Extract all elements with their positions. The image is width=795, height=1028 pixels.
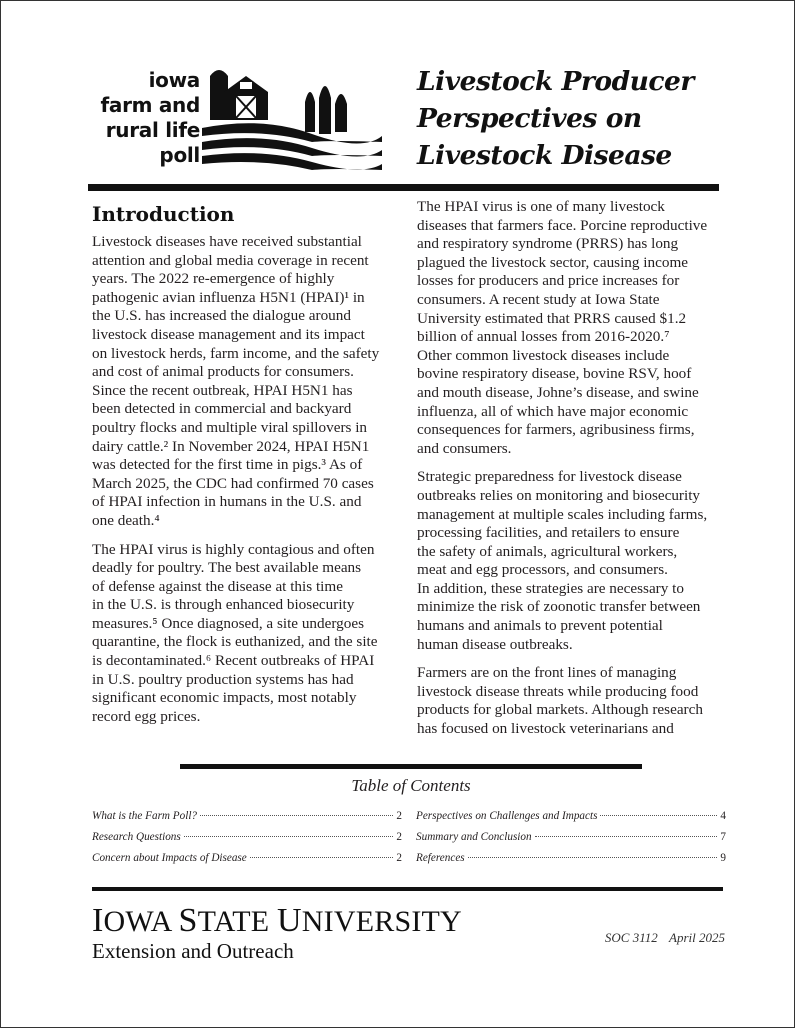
wordmark-part-owa: OWA — [103, 905, 179, 938]
text-line: In addition, these strategies are necessary to — [417, 579, 684, 597]
toc-left-column — [92, 810, 402, 873]
toc-divider — [180, 764, 642, 769]
text-line: The HPAI virus is one of many livestock — [417, 198, 665, 215]
text-line: record egg prices. — [92, 707, 201, 725]
text-line: and respiratory syndrome (PRRS) has long — [417, 235, 679, 253]
publication-info — [605, 930, 725, 946]
text-line: and cost of animal products for consumers. — [92, 363, 354, 381]
title-line-3: Livestock Disease — [417, 140, 672, 171]
text-line: quarantine, the flock is euthanized, and the site — [92, 633, 378, 651]
text-line: measures.⁵ Once diagnosed, a site undergoes — [92, 614, 364, 632]
barn-silo-trees-icon — [202, 62, 392, 177]
left-column — [92, 198, 410, 736]
toc-entry-label: Concern about Impacts of Disease — [92, 852, 247, 864]
text-line: The HPAI virus is highly contagious and often — [92, 540, 375, 558]
text-line: years. The 2022 re-emergence of highly — [92, 270, 335, 288]
text-line: pathogenic avian influenza H5N1 (HPAI)¹ in — [92, 288, 365, 306]
text-line: in U.S. poultry production systems has had — [92, 670, 354, 688]
text-line: the safety of animals, agricultural workers, — [417, 542, 678, 560]
toc-entry-label: Research Questions — [92, 831, 181, 843]
header-divider — [88, 184, 719, 191]
text-line: Since the recent outbreak, HPAI H5N1 has — [92, 381, 353, 399]
text-line: consumers. A recent study at Iowa State — [417, 290, 660, 308]
text-line: processing facilities, and retailers to ensure — [417, 524, 680, 542]
toc-entry[interactable] — [92, 831, 402, 852]
text-line: attention and global media coverage in recent — [92, 251, 369, 269]
logo-wordmark — [0, 68, 200, 168]
text-line: Livestock diseases have received substantial — [92, 233, 362, 250]
right-paragraph-3 — [417, 664, 729, 738]
toc-leader-dots — [250, 857, 394, 858]
toc-title: Table of Contents — [351, 776, 471, 795]
wordmark-initial-u: U — [277, 902, 302, 939]
intro-paragraph-2 — [92, 541, 410, 727]
text-line: Farmers are on the front lines of managing — [417, 664, 677, 682]
text-line: one death.⁴ — [92, 511, 160, 529]
text-line: is decontaminated.⁶ Recent outbreaks of HPAI — [92, 652, 375, 670]
text-line: University estimated that PRRS caused $1.2 — [417, 309, 687, 327]
text-line: and mouth disease, Johne’s disease, and swine — [417, 383, 699, 401]
toc-entry-page: 7 — [720, 831, 726, 843]
toc-entry-page: 2 — [396, 852, 402, 864]
text-line: outbreaks relies on monitoring and biosecurity — [417, 486, 701, 504]
text-line: livestock disease management and its impact — [92, 325, 365, 343]
text-line: bovine respiratory disease, bovine RSV, hoof — [417, 365, 692, 383]
text-line: losses for producers and price increases for — [417, 272, 680, 290]
right-paragraph-2 — [417, 468, 729, 654]
right-column — [417, 198, 729, 749]
text-line: meat and egg processors, and consumers. — [417, 561, 668, 579]
title-line-1: Livestock Producer — [417, 66, 694, 97]
extension-subtitle: Extension and Outreach — [92, 939, 294, 963]
introduction-heading: Introduction — [92, 202, 235, 226]
logo-line-3: rural life — [105, 118, 200, 142]
logo-line-1: iowa — [148, 68, 200, 92]
text-line: poultry flocks and multiple viral spillovers in — [92, 418, 368, 436]
toc-leader-dots — [600, 815, 717, 816]
text-line: management at multiple scales including farms, — [417, 505, 708, 523]
logo-line-4: poll — [159, 143, 200, 167]
toc-entry[interactable] — [92, 852, 402, 873]
wordmark-initial-i: I — [92, 902, 104, 939]
toc-entry-page: 2 — [396, 810, 402, 822]
text-line: billion of annual losses from 2016-2020.⁷ — [417, 328, 670, 346]
toc-entry-label: Summary and Conclusion — [416, 831, 532, 843]
publication-date: April 2025 — [669, 930, 725, 945]
text-line: March 2025, the CDC had confirmed 70 cases — [92, 474, 374, 492]
toc-entry-page: 4 — [720, 810, 726, 822]
text-line: has focused on livestock veterinarians and — [417, 720, 674, 738]
text-line: the U.S. has increased the dialogue around — [92, 307, 351, 325]
text-line: humans and animals to prevent potential — [417, 617, 663, 635]
footer-divider — [92, 887, 723, 891]
title-line-2: Perspectives on — [417, 103, 642, 134]
text-line: deadly for poultry. The best available means — [92, 559, 362, 577]
intro-paragraph-1 — [92, 233, 410, 531]
toc-entry-label: What is the Farm Poll? — [92, 810, 198, 822]
text-line: plagued the livestock sector, causing income — [417, 253, 688, 271]
text-line: was detected for the first time in pigs.³ As of — [92, 456, 363, 474]
wordmark-initial-s: S — [178, 902, 198, 939]
document-title — [417, 63, 757, 174]
logo-line-2: farm and — [100, 93, 200, 117]
toc-entry[interactable] — [416, 852, 726, 873]
right-paragraph-1 — [417, 198, 729, 458]
toc-right-column — [416, 810, 726, 873]
toc-leader-dots — [184, 836, 394, 837]
toc-entry[interactable] — [92, 810, 402, 831]
wordmark-part-tate: TATE — [197, 905, 278, 938]
text-line: products for global markets. Although research — [417, 701, 703, 719]
text-line: Strategic preparedness for livestock disease — [417, 468, 682, 486]
text-line: of defense against the disease at this time — [92, 577, 343, 595]
wordmark-part-niversity: NIVERSITY — [301, 905, 462, 938]
text-line: Other common livestock diseases include — [417, 346, 670, 364]
toc-entry[interactable] — [416, 831, 726, 852]
text-line: significant economic impacts, most notably — [92, 689, 357, 707]
farm-poll-logo — [90, 62, 390, 177]
text-line: been detected in commercial and backyard — [92, 400, 352, 418]
toc-entry-page: 9 — [720, 852, 726, 864]
toc-leader-dots — [535, 836, 718, 837]
text-line: influenza, all of which have major economic — [417, 402, 689, 420]
university-wordmark — [92, 904, 462, 939]
text-line: dairy cattle.² In November 2024, HPAI H5N1 — [92, 437, 370, 455]
toc-leader-dots — [468, 857, 718, 858]
toc-leader-dots — [200, 815, 393, 816]
text-line: human disease outbreaks. — [417, 635, 573, 653]
text-line: consequences for farmers, agribusiness firms, — [417, 421, 695, 439]
text-line: of HPAI infection in humans in the U.S. and — [92, 493, 362, 511]
toc-entry-label: Perspectives on Challenges and Impacts — [416, 810, 598, 822]
text-line: on livestock herds, farm income, and the safety — [92, 344, 380, 362]
toc-entry[interactable] — [416, 810, 726, 831]
text-line: and consumers. — [417, 439, 512, 457]
text-line: diseases that farmers face. Porcine reproductive — [417, 216, 708, 234]
text-line: livestock disease threats while producing food — [417, 682, 699, 700]
text-line: minimize the risk of zoonotic transfer between — [417, 598, 701, 616]
publication-code: SOC 3112 — [604, 930, 658, 945]
text-line: in the U.S. is through enhanced biosecurity — [92, 596, 355, 614]
toc-entry-page: 2 — [396, 831, 402, 843]
toc-entry-label: References — [416, 852, 465, 864]
